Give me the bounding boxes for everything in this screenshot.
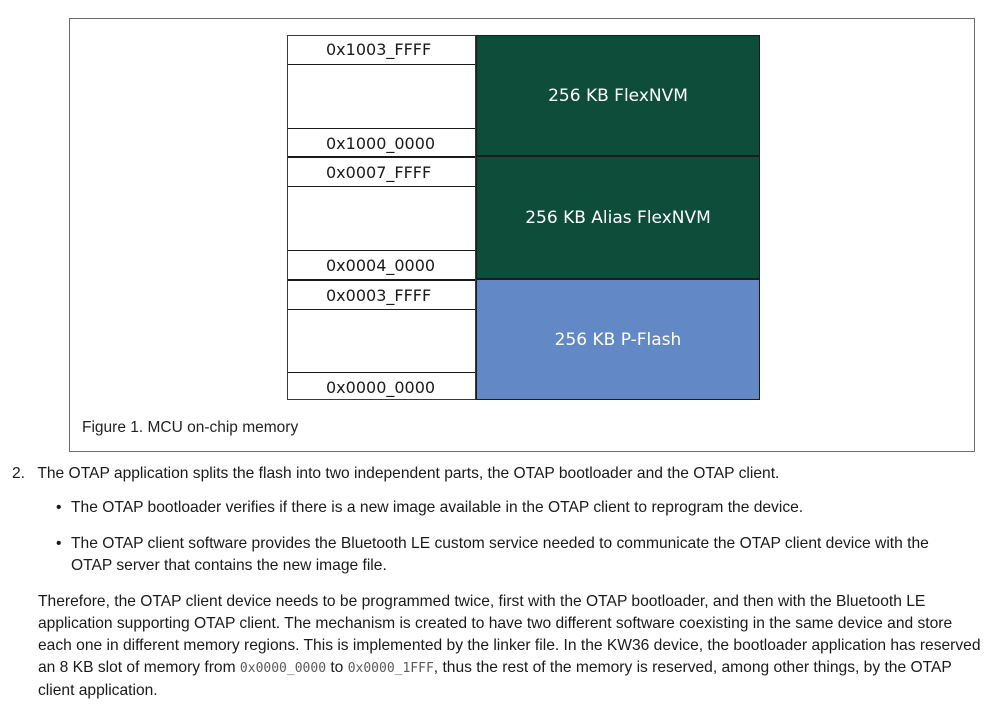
address-label: 0x1003_FFFF bbox=[326, 40, 432, 59]
inline-code-end: 0x0000_1FFF bbox=[347, 661, 434, 676]
inline-code-start: 0x0000_0000 bbox=[239, 661, 327, 676]
row-divider bbox=[288, 64, 475, 65]
bullet-dot: • bbox=[56, 499, 62, 516]
step-text: The OTAP application splits the flash into two independent parts, the OTAP bootloader and the OTAP client. bbox=[37, 465, 780, 482]
figure-frame bbox=[69, 18, 975, 452]
step-number: 2. bbox=[12, 465, 26, 482]
row-divider bbox=[288, 186, 475, 187]
bullet-text: The OTAP client software provides the Bluetooth LE custom service needed to communicate the OTAP client device with the OTAP server that contains the new image file. bbox=[71, 535, 929, 574]
address-column bbox=[287, 35, 476, 400]
region-flexnvm: 256 KB FlexNVM bbox=[476, 35, 760, 156]
row-divider bbox=[288, 279, 475, 281]
row-divider bbox=[288, 250, 475, 251]
region-alias-flexnvm: 256 KB Alias FlexNVM bbox=[476, 156, 760, 279]
address-label: 0x0003_FFFF bbox=[326, 286, 432, 305]
row-divider bbox=[288, 372, 475, 373]
row-divider bbox=[288, 309, 475, 310]
bullet-text: The OTAP bootloader verifies if there is a new image available in the OTAP client to reprogram the device. bbox=[71, 499, 804, 516]
bullet-dot: • bbox=[56, 535, 62, 552]
row-divider bbox=[288, 128, 475, 129]
address-label: 0x0007_FFFF bbox=[326, 163, 432, 182]
address-label: 0x0000_0000 bbox=[326, 378, 436, 397]
paragraph-text: , thus the rest of the memory is reserved, among other things, by the OTAP client application. bbox=[38, 659, 952, 699]
address-label: 0x0004_0000 bbox=[326, 256, 436, 275]
address-label: 0x1000_0000 bbox=[326, 134, 436, 153]
memory-map bbox=[287, 35, 760, 400]
step-item bbox=[12, 463, 999, 485]
body-paragraph bbox=[38, 591, 983, 702]
row-divider bbox=[288, 156, 475, 158]
paragraph-text: Therefore, the OTAP client device needs to be programmed twice, first with the OTAP bootloader, and then with the Bluetooth LE application supporting OTAP client. The mechanism is created to have two different software coexisting in the same device and store each one in different memory regions. This is implemented by the linker file. In the KW36 device, the bootloader application has reserved an 8 KB slot of memory from bbox=[38, 593, 981, 676]
paragraph-text: to bbox=[326, 659, 348, 676]
figure-caption: Figure 1. MCU on-chip memory bbox=[82, 419, 299, 436]
region-p-flash: 256 KB P-Flash bbox=[476, 279, 760, 400]
